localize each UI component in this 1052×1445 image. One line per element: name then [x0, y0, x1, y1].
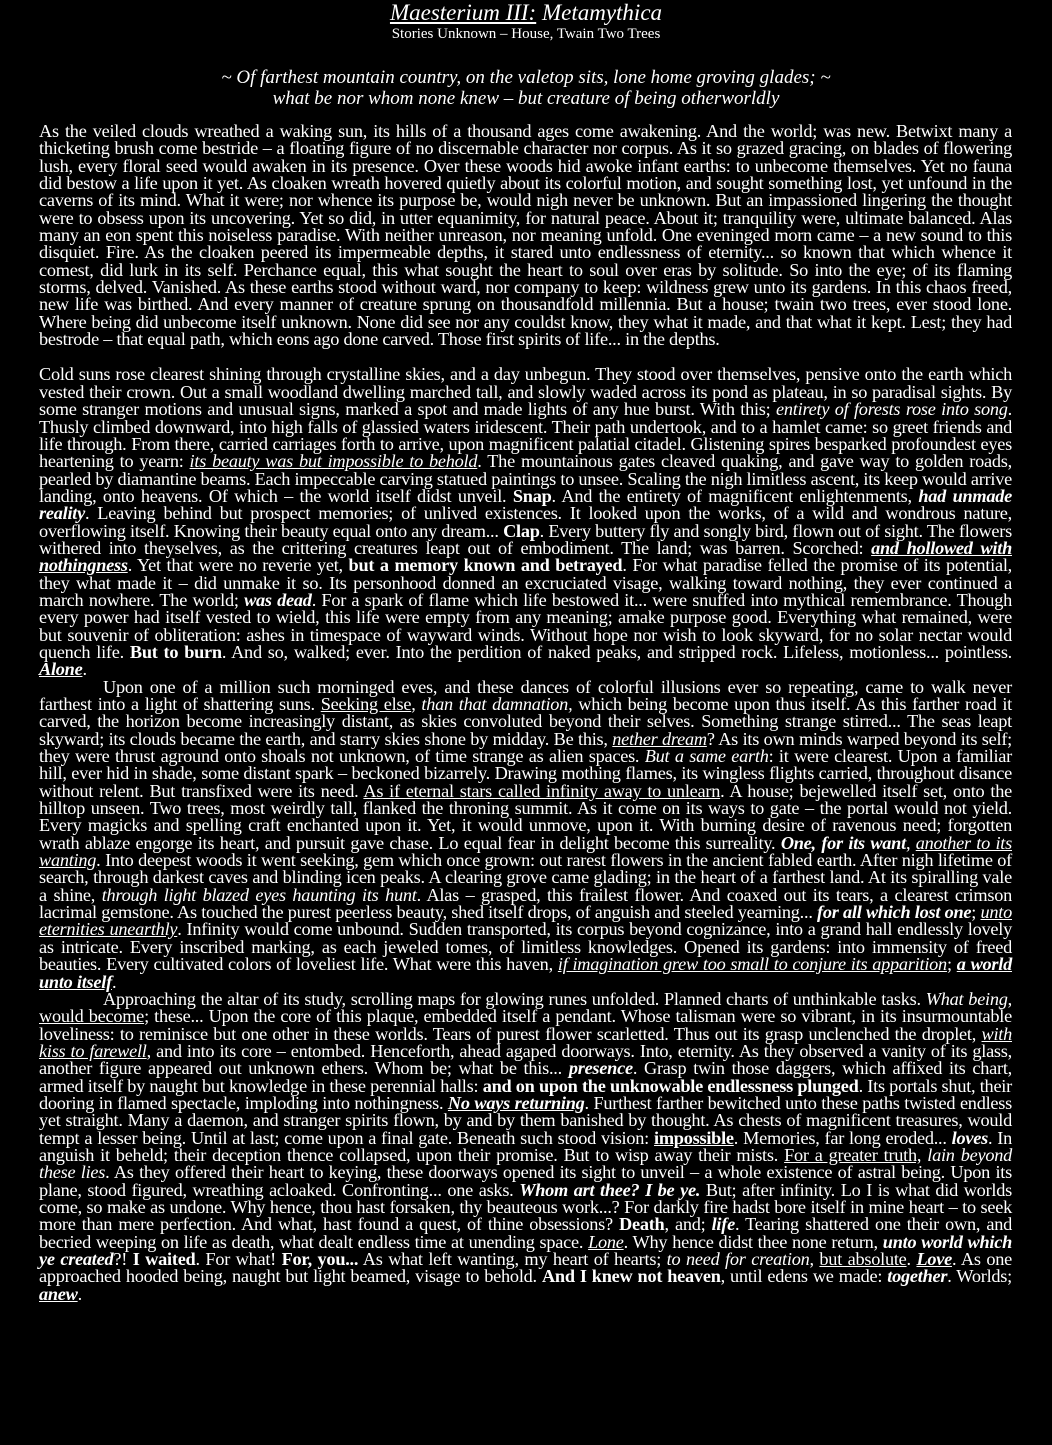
text-run: , and; — [664, 1214, 712, 1235]
text-run: unto eternities unearthly — [39, 902, 1013, 940]
text-run: , until edens we made: — [720, 1266, 888, 1287]
text-run: . Thusly climbed downward, into high falls of glassied waters iridescent. Their path undertook, and to a hamlet came: so greet friends and life through. From there, carried carriages forth to arrive, upon magnificent palatial citadel. Glistening spires besparked profoundest eyes heartening to yearn: — [39, 399, 1012, 472]
text-run: and on upon the unknowable endlessness plunged — [482, 1075, 859, 1096]
title-name: Metamythica — [536, 0, 663, 25]
document-subtitle: Stories Unknown – House, Twain Two Trees — [391, 26, 661, 42]
text-run: . — [111, 971, 117, 992]
text-run: . Yet that were no reverie yet, — [127, 555, 349, 576]
text-run: if imagination grew too small to conjure its apparition — [557, 954, 947, 975]
epigraph-line-2: what be nor whom none knew – but creature of being otherworldly — [272, 88, 780, 109]
text-run: unto world which ye created — [39, 1231, 1013, 1269]
text-run: . A house; bejewelled itself set, onto the hilltop unseen. Two trees, most weirdly tall, flanked the throning summit. As it come on its ways to gate – the portal would not yield. Every magicks and spelling craft enchanted upon it. Yet, it would unmove, upon it. With burning desire of ravenous need; forgotten wrath ablaze engorge its heart, and pursuit gave chase. Lo equal fear in delight become this surreality. — [39, 780, 1012, 853]
text-run: . — [82, 659, 87, 680]
text-run: ?! — [113, 1249, 133, 1269]
text-run: I waited — [132, 1249, 196, 1269]
text-run: , — [1007, 988, 1012, 1009]
text-run: and hollowed with nothingness — [39, 537, 1012, 576]
text-run: Seeking else — [320, 694, 412, 714]
document-title — [0, 0, 1052, 26]
text-run: Cold suns rose clearest shining through crystalline skies, and a day unbegun. They stood over themselves, pensive onto the earth which vested their crown. Out a small woodland dwelling marched tall, and slowly waded across its pond as plateau, in so paradisal sights. By some stranger motions and unusual signs, marked a spot and made lights of any hue burst. With this; — [39, 364, 1012, 420]
text-run: . The mountainous gates cleaved quaking, and gave way to golden roads, pearled by diamantine beams. Each impeccable carving statued paintings to unsee. Scaling the nigh limitless ascent, its keep would arrive landing, onto heavens. Of which – the world itself didst unveil. — [39, 451, 1012, 506]
text-run: would become — [39, 1006, 145, 1027]
text-run: lain beyond these lies — [39, 1144, 1012, 1183]
text-run: than that damnation, — [421, 694, 573, 714]
text-run: One, for its want — [780, 832, 906, 853]
text-run: , — [411, 694, 422, 714]
title-series: Maesterium III: — [389, 0, 537, 25]
text-run: But to burn — [129, 641, 222, 662]
text-run: . Leaving behind but prospect memories; of unlived existences. It looked upon the works, of a wild and wondrous nature, overflowing itself. Knowing their beauty equal onto any dream... — [39, 503, 1012, 541]
text-run: another to its wanting — [39, 832, 1012, 871]
text-run: was dead — [244, 589, 312, 610]
paragraph-1: As the veiled clouds wreathed a waking sun, its hills of a thousand ages come awakening. And the world; was new. Betwixt many a thicketing brush come bestride – a floating figure of no discernable character nor corpus. As it so grazed gracing, on blades of flowering lush, every floral seed would awaken in its presence. Over these woods hid awoke infant earths: to unbecome themselves. Yet no fauna did bestow a life upon it yet. As cloaken wreath hovered quietly about its colorful motion, and sought something lost, yet unfound in the caverns of its mind. What it were; nor whence its purpose be, would nigh never be unknown. But an impassioned lingering the thought were to obsess upon its uncovering. Yet so did, in utter equanimity, for natural peace. About it; tranquility were, ultimate balanced. Alas many an eon spent this noiseless paradise. With neither unreason, nor meaning unfold. One eveninged morn came – a new sound to this disquiet. Fire. As the cloaken peered its impermeable depths, it stared unto endlessness of eternity... so known that which whence it comest, did lurk in its self. Perchance equal, this what sought the heart to soul over eras by solitude. So into the eye; of its flaming storms, delved. Vanished. As these earths stood without ward, nor company to keep: wildness grew unto its gardens. In this chaos freed, new life was birthed. And every manner of creature sprung on thousandfold millennia. But a house; twain two trees, ever stood lone. Where being did unbecome itself unknown. None did see nor any couldst know, they what it made, and that what it kept. Lest; they had bestrode – that equal path, which eons ago done carved. Those first spirits of life... in the depths. — [39, 121, 1012, 350]
text-run: , — [905, 832, 916, 853]
text-run: loves — [951, 1127, 988, 1148]
text-run: presence — [568, 1058, 633, 1079]
text-run: But; after infinity. Lo I is what did worlds come, so make as undone. Why hence, thou hast forsaken, thy beauteous work...? For darkly fire hadst bore itself in mine heart – to seek more than mere perfection. And what, hast found a quest, of thine obsessions? — [39, 1179, 1012, 1235]
text-run: . For what! — [195, 1249, 282, 1269]
text-run: Upon one of a million such morninged eves, and these dances of colorful illusions ever so repeating, came to walk never farthest into a light of shattering suns. — [39, 676, 1012, 714]
text-run: Clap — [503, 520, 540, 541]
text-run: its beauty was but impossible to behold — [189, 451, 478, 472]
text-run: Death — [619, 1214, 665, 1235]
text-run: a world unto itself — [39, 954, 1012, 992]
text-run: No ways returning — [447, 1092, 585, 1113]
epigraph — [0, 67, 1052, 109]
text-run: : it were clearest. Upon a familiar hill, ever hid in shade, some distant spark – beckoned bizarrely. Drawing mothing flames, its wingless flights carried, throughout disance without relent. But transfixed were its need. — [39, 746, 1012, 801]
text-run: Lone — [588, 1231, 624, 1252]
story-body — [39, 123, 1012, 1303]
text-run: Approaching the altar of its study, scrolling maps for glowing runes unfolded. Planned charts of unthinkable tasks. — [103, 988, 926, 1009]
text-run: . Grasp twin those daggers, which affixed its chart, armed itself by naught but knowledge in these perennial halls: — [39, 1058, 1013, 1096]
paragraph-3 — [39, 676, 1013, 992]
text-run: ; — [946, 954, 957, 975]
text-run: but a memory known and betrayed — [348, 555, 623, 576]
text-run: . Infinity would come unbound. Sudden transported, its corpus beyond cognizance, into a grand hall endlessly lovely as intricate. Every inscribed marking, as each jeweled tomes, of limitless knowledges. Opened its gardens: into immensity of freed beauties. Every cultivated colors of loveliest life. What were this haven, — [39, 919, 1012, 975]
text-run: . Alas – grasped, this frailest flower. And coaxed out its tears, a clearest crimson lacrimal gemstone. As touched the purest peerless beauty, shed itself drops, of anguish and steeled yearning... — [39, 884, 1013, 923]
text-run: . Tearing shattered one their own, and becried weeping on life as death, what dealt endless time at unending space. — [39, 1214, 1013, 1252]
text-run: , and into its core – entombed. Henceforth, ahead agaped doorways. Into, eternity. As they observed a vanity of its glass, another figure appeared out unknown ethers. Whom be; what be this... — [39, 1040, 1012, 1079]
text-run: . In anguish it beheld; their deception thence collapsed, upon their promise. But to wisp away their mists. — [39, 1127, 1013, 1165]
text-run: nether dream — [612, 728, 707, 749]
text-run: . For what paradise felled the promise of its potential, they what made it – did unmake it so. Its personhood donned an excruciated visage, walking toward nothing, they ever continued a march nowhere. The world; — [39, 555, 1012, 610]
text-run: . Every buttery fly and songly bird, flown out of sight. The flowers withered into theyselves, as the crittering creatures leapt out of embodiment. The land; was barren. Scorched: — [39, 520, 1012, 558]
text-run: but absolute — [819, 1249, 907, 1269]
text-run: . As one approached hooded being, naught but light beamed, visage to behold. — [39, 1249, 1012, 1287]
text-run: For, you... — [281, 1249, 359, 1269]
epigraph-line-1: ~ Of farthest mountain country, on the valetop sits, lone home groving glades; ~ — [221, 67, 831, 88]
text-run: anew — [39, 1283, 78, 1304]
text-run: through light blazed eyes haunting its hunt — [101, 884, 417, 905]
text-run: As if eternal stars called infinity away to unlearn — [363, 780, 721, 801]
text-run: , — [809, 1249, 820, 1269]
text-run: . For a spark of flame which life bestowed it... were snuffed into mythical remembrance. Though every power had itself vested to wield, this life were empty from any meaning; amake purpose good. Everything what remained, were but souvenir of obliteration: ashes in timespace of wayward winds. Without hope nor wish to look skyward, for no solar nectar would quench life. — [39, 589, 1012, 662]
text-run: . And the entirety of magnificent enlightenments, — [551, 485, 919, 506]
text-run: . Worlds; — [947, 1266, 1012, 1287]
text-run: entirety of forests rose into song — [776, 399, 1008, 420]
text-run: impossible — [653, 1127, 734, 1148]
text-run: ? As its own minds warped beyond its self; they were thrust aground onto shoals not unknown, of time strange as alien spaces. — [39, 728, 1012, 767]
paragraph-4 — [39, 988, 1013, 1304]
text-run: together — [887, 1266, 948, 1287]
text-run: . Its portals shut, their dooring in flamed spectacle, imploding into nothingness. — [39, 1075, 1012, 1113]
text-run: . Furthest farther bewitched unto these paths twisted endless yet straight. Many a daemon, and stranger spirits flown, by and by them banished by thought. As chests of magnificent treasures, would tempt a lesser being. Until at last; come upon a final gate. Beneath such stood vision: — [39, 1092, 1013, 1148]
text-run: Alone — [39, 659, 83, 680]
text-run: And I knew not heaven — [541, 1266, 721, 1287]
text-run: Whom art thee? I be ye. — [519, 1179, 701, 1200]
text-run: . Why hence didst thee none return, — [623, 1231, 883, 1252]
text-run: Love — [916, 1249, 953, 1269]
text-run: life — [711, 1214, 735, 1235]
paragraph-2 — [39, 366, 1012, 678]
text-run: . Memories, far long eroded... — [733, 1127, 952, 1148]
text-run: for all which lost one — [817, 902, 972, 923]
text-run: . As they offered their heart to keying, these doorways opened its sight to unveil – a whole existence of astral being. Upon its plane, stood figured, wreathing acloaked. Confronting... one asks. — [39, 1162, 1012, 1200]
text-run: ; — [971, 902, 981, 923]
text-run: with kiss to farewell — [39, 1023, 1012, 1061]
text-run: to need for creation — [666, 1249, 810, 1269]
text-run: which being become upon thus itself. As this farther road it carved, the horizon become increasingly distant, as skies convoluted beyond their selves. Something strange stirred... The seas leapt skyward; its clouds became the earth, and starry skies shone by midday. Be this, — [39, 694, 1013, 749]
text-run: But a same earth — [644, 746, 769, 767]
text-run: . — [906, 1249, 917, 1269]
text-run: ; these... Upon the core of this plaque, embedded itself a pendant. Whose talisman were so vibrant, in its insurmountable loveliness: to reminisce but one other in these worlds. Tears of purest flower scarletted. Thus out its grasp unclenched the droplet, — [39, 1006, 1013, 1044]
text-run: . And so, walked; ever. Into the perdition of naked peaks, and stripped rock. Lifeless, motionless... pointless. — [221, 641, 1012, 662]
text-run: . — [77, 1283, 82, 1304]
text-run: . Into deepest woods it went seeking, gem which once grown: out rarest flowers in the ancient fabled earth. After nigh lifetime of search, through darkest caves and blinding icen peaks. A clearing grove came glading; in the heart of a farthest land. At its spiralling vale a shine, — [39, 850, 1012, 905]
text-run: For a greater truth, — [784, 1144, 922, 1165]
text-run: What being — [925, 988, 1008, 1009]
text-run: had unmade reality — [39, 485, 1013, 524]
text-run: As what left wanting, my heart of hearts; — [358, 1249, 667, 1269]
text-run: Snap — [512, 485, 552, 506]
